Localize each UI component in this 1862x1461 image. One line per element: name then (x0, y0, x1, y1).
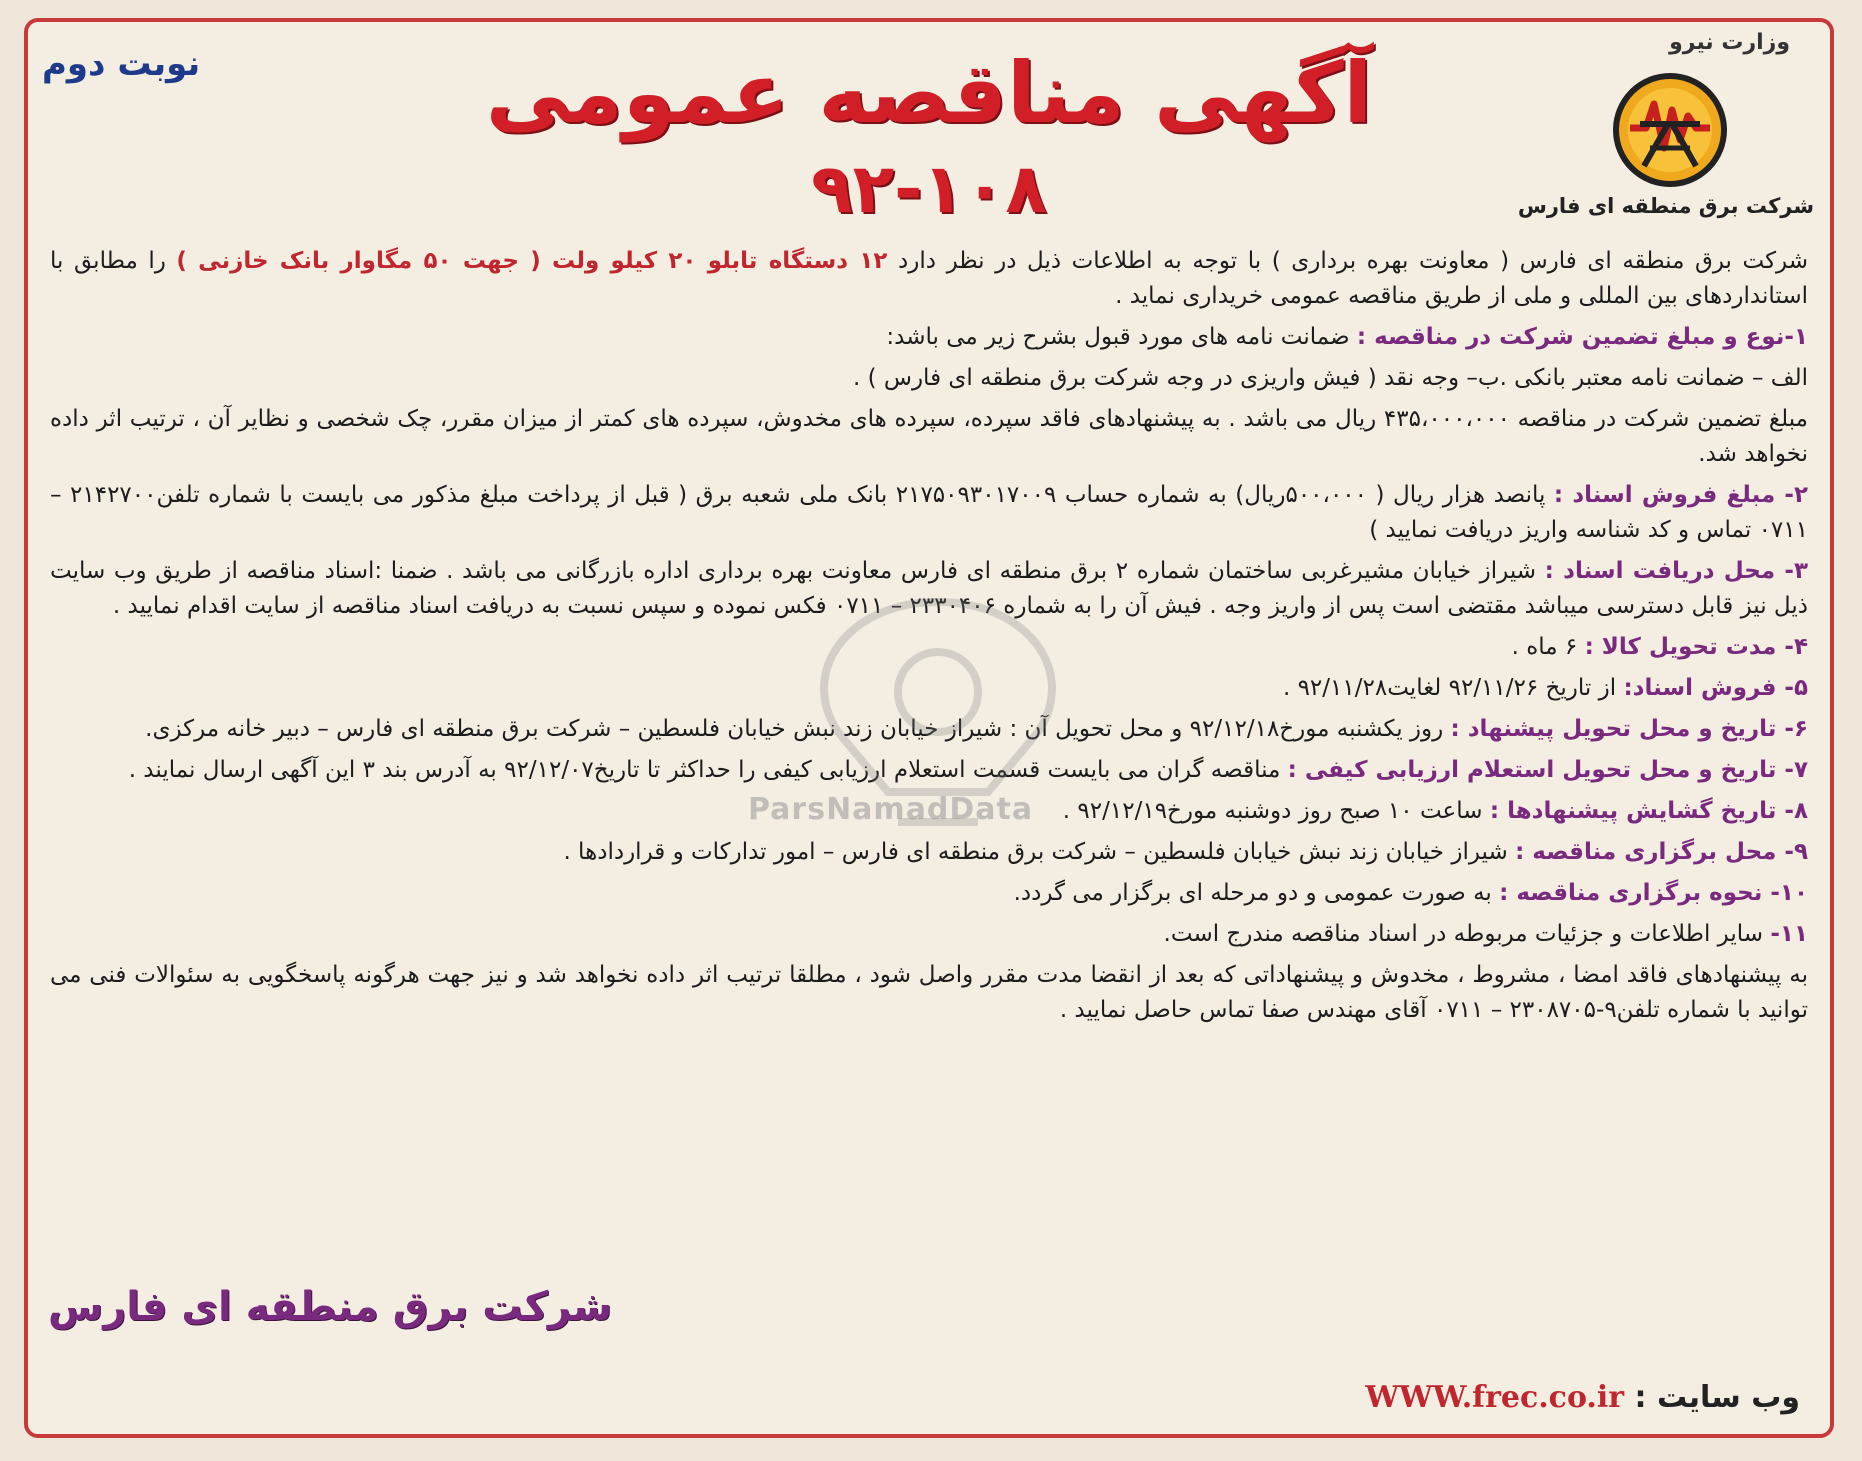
clause-1a (50, 361, 1808, 396)
notice-header (28, 22, 1830, 262)
intro-post: را مطابق با استانداردهای بین المللی و ملی از طریق مناقصه عمومی خریداری نماید . (50, 248, 1808, 309)
clause-text: شیراز خیابان مشیرغربی ساختمان شماره ۲ برق منطقه ای فارس معاونت بهره برداری اداره بازرگانی می باشد . ضمنا :اسناد مناقصه از طریق وب سایت ذیل نیز قابل دسترسی میباشد مقتضی است پس از واریز وجه . فیش آن را به شماره ۲۳۳۰۴۰۶ – ۰۷۱۱ فکس نموده و سپس نسبت به دریافت اسناد مناقصه از سایت اقدام نمایید . (50, 558, 1808, 619)
clause-text: پانصد هزار ریال ( ۵۰۰،۰۰۰ریال) به شماره حساب ۲۱۷۵۰۹۳۰۱۷۰۰۹ بانک ملی شعبه برق ( قبل از پرداخت مبلغ مذکور می بایست با شماره تلفن۲۱۴۲۷۰۰ – ۰۷۱۱ تماس و کد شناسه واریز دریافت نمایید ) (50, 482, 1808, 543)
clause-text: ۶ ماه . (1511, 634, 1578, 660)
ministry-label: وزارت نیرو (1669, 30, 1790, 55)
clause-text: شیراز خیابان زند نبش خیابان فلسطین – شرکت برق منطقه ای فارس – امور تدارکات و قراردادها . (563, 839, 1508, 865)
clause-label: ۸- تاریخ گشایش پیشنهادها : (1489, 798, 1808, 824)
clause-label: ۳- محل دریافت اسناد : (1544, 558, 1808, 584)
clause-label: ۱۱- (1770, 921, 1808, 947)
clause-text: به صورت عمومی و دو مرحله ای برگزار می گردد. (1013, 880, 1492, 906)
clause-label: ۷- تاریخ و محل تحویل استعلام ارزیابی کیفی : (1287, 757, 1808, 783)
clause-4 (50, 630, 1808, 665)
clause-label: ۵- فروش اسناد: (1623, 675, 1808, 701)
clause-10 (50, 876, 1808, 911)
round-badge: نوبت دوم (42, 44, 201, 84)
clause-5 (50, 671, 1808, 706)
tender-number: ۹۲-۱۰۸ (811, 150, 1047, 229)
clause-label: ۴- مدت تحویل کالا : (1584, 634, 1808, 660)
clause-11 (50, 917, 1808, 952)
clause-1b (50, 402, 1808, 472)
clause-label: ۹- محل برگزاری مناقصه : (1515, 839, 1808, 865)
website-link[interactable]: WWW.frec.co.ir (1365, 1380, 1625, 1415)
clause-text: مناقصه گران می بایست قسمت استعلام ارزیابی کیفی را حداکثر تا تاریخ۹۲/۱۲/۰۷ به آدرس بند ۳ این آگهی ارسال نمایند . (128, 757, 1281, 783)
clause-label: ۲- مبلغ فروش اسناد : (1553, 482, 1809, 508)
clause-text: سایر اطلاعات و جزئیات مربوطه در اسناد مناقصه مندرج است. (1163, 921, 1764, 947)
clause-text: ساعت ۱۰ صبح روز دوشنبه مورخ۹۲/۱۲/۱۹ . (1062, 798, 1483, 824)
clause-9 (50, 835, 1808, 870)
watermark-text: ParsNamadData (748, 792, 1034, 827)
clause-2 (50, 478, 1808, 548)
clause-text: مبلغ تضمین شرکت در مناقصه ۴۳۵،۰۰۰،۰۰۰ ریال می باشد . به پیشنهادهای فاقد سپرده، سپرده های مخدوش، سپرده های کمتر از میزان مقرر، چک شخصی و نظایر آن ، ترتیب اثر داده نخواهد شد. (50, 406, 1808, 467)
clause-label: ۶- تاریخ و محل تحویل پیشنهاد : (1450, 716, 1808, 742)
clause-text: ضمانت نامه های مورد قبول بشرح زیر می باشد: (886, 324, 1350, 350)
clause-3 (50, 554, 1808, 624)
clause-7 (50, 753, 1808, 788)
notice-title: آگهی مناقصه عمومی (485, 44, 1373, 142)
clause-6 (50, 712, 1808, 747)
notice-frame (24, 18, 1834, 1438)
clause-text: از تاریخ ۹۲/۱۱/۲۶ لغایت۹۲/۱۱/۲۸ . (1282, 675, 1617, 701)
clause-text: به پیشنهادهای فاقد امضا ، مشروط ، مخدوش و پیشنهاداتی که بعد از انقضا مدت مقرر واصل شود ، مطلقا ترتیب اثر داده نخواهد شد و نیز جهت هرگونه پاسخگویی به سئوالات فنی می توانید با شماره تلفن۹-۲۳۰۸۷۰۵ – ۰۷۱۱ آقای مهندس صفا تماس حاصل نمایید . (50, 962, 1808, 1023)
website-line (1365, 1380, 1800, 1415)
notice-body (50, 244, 1808, 1034)
intro-pre: شرکت برق منطقه ای فارس ( معاونت بهره برداری ) با توجه به اطلاعات ذیل در نظر دارد (887, 248, 1808, 274)
signature: شرکت برق منطقه ای فارس (48, 1284, 613, 1330)
clause-closing (50, 958, 1808, 1028)
clause-text: روز یکشنبه مورخ۹۲/۱۲/۱۸ و محل تحویل آن : شیراز خیابان زند نبش خیابان فلسطین – شرکت برق منطقه ای فارس – دبیر خانه مرکزی. (145, 716, 1444, 742)
intro-paragraph (50, 244, 1808, 314)
clause-label: ۱۰- نحوه برگزاری مناقصه : (1499, 880, 1808, 906)
clause-text: الف – ضمانت نامه معتبر بانکی .ب– وجه نقد ( فیش واریزی در وجه شرکت برق منطقه ای فارس ) . (852, 365, 1808, 391)
website-label: وب سایت : (1634, 1380, 1800, 1415)
clause-label: ۱-نوع و مبلغ تضمین شرکت در مناقصه : (1356, 324, 1808, 350)
clause-1 (50, 320, 1808, 355)
intro-highlight: ۱۲ دستگاه تابلو ۲۰ کیلو ولت ( جهت ۵۰ مگاوار بانک خازنی ) (176, 248, 888, 274)
company-name-under-logo: شرکت برق منطقه ای فارس (1517, 194, 1814, 218)
